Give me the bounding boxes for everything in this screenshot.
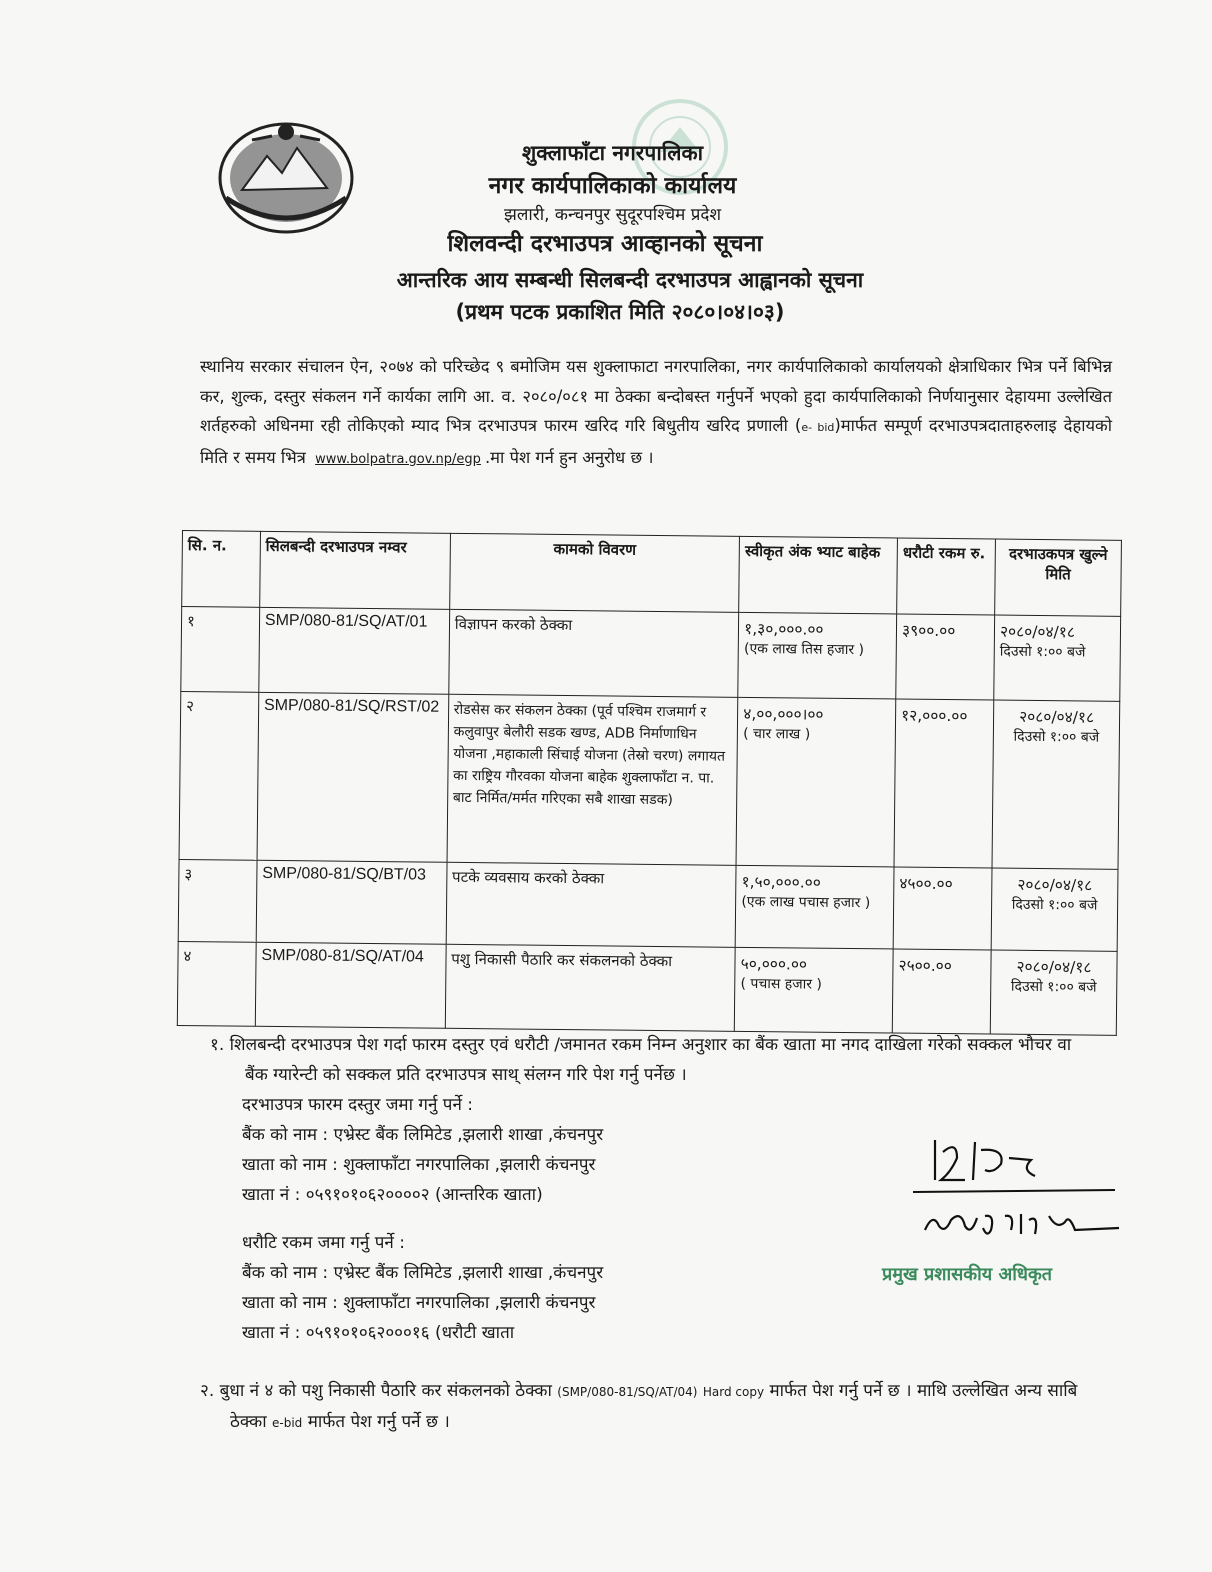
office-address: झलारी, कन्चनपुर सुदूरपश्चिम प्रदेश [503,205,722,225]
cell-deposit: १२,०००.०० [894,699,994,868]
cell-deposit: ४५००.०० [893,867,992,950]
open-date: २०८०/०४/१८ [999,622,1076,641]
amount-value: १,३०,०००.०० [744,619,824,639]
form-fee-account-no: खाता नं : ०५९१०१०६२००००२ (आन्तरिक खाता) [242,1185,543,1205]
table-row [178,860,1118,952]
cell-sn: ३ [178,860,257,943]
note-2 [200,1376,1080,1438]
cell-deposit: ३९००.०० [896,613,995,700]
form-fee-account-name: खाता को नाम : शुक्लाफाँटा नगरपालिका ,झलारी कंचनपुर [242,1155,596,1175]
deposit-bank: बैंक को नाम : एभ्रेस्ट बैंक लिमिटेड ,झलारी शाखा ,कंचनपुर [242,1263,604,1283]
cell-sn: ४ [177,942,256,1027]
open-date: २०८०/०४/१८ [1019,708,1095,728]
amount-value: १,५०,०००.०० [741,873,821,892]
open-time: दिउसो १:०० बजे [999,643,1086,660]
office-name: नगर कार्यपालिकाको कार्यालय [488,173,737,200]
tender-table [177,530,1122,1036]
note-2-hardcopy: Hard copy [702,1385,765,1399]
cell-code: SMP/080-81/SQ/RST/02 [257,693,449,863]
deposit-account-no: खाता नं : ०५९१०१०६२०००१६ (धरौटी खाता [242,1323,515,1343]
cell-deposit: २५००.०० [892,949,991,1034]
cell-sn: १ [181,606,260,693]
note-1-label: १. [210,1035,225,1055]
municipality-name: शुक्लाफाँटा नगरपालिका [521,141,704,165]
cell-date [991,868,1118,951]
notice-title: शिलवन्दी दरभाउपत्र आव्हानको सूचना [447,231,763,258]
col-header-code: सिलबन्दी दरभाउपत्र नम्वर [260,531,451,608]
amount-words: (एक लाख पचास हजार ) [741,894,871,912]
note-2-ebid: e-bid [272,1416,303,1430]
cell-amount [738,612,897,700]
col-header-amount: स्वीकृत अंक भ्याट बाहेक [739,536,898,613]
open-date: २०८०/०४/१८ [1017,876,1093,895]
intro-paragraph [200,352,1112,474]
cell-code: SMP/080-81/SQ/AT/01 [259,607,450,695]
cell-code: SMP/080-81/SQ/BT/03 [256,861,447,945]
amount-words: ( चार लाख ) [743,726,811,744]
amount-words: ( पचास हजार ) [740,975,822,993]
cell-desc: रोडसेस कर संकलन ठेक्का (पूर्व पश्चिम राजमार्ग र कलुवापुर बेलौरी सडक खण्ड, ADB निर्माणाधिन योजना ,महाकाली सिंचाई योजना (तेस्रो चरण) लगायत का राष्ट्रिय गौरवका योजना बाहेक शुक्लाफाँटा न. पा. बाट निर्मित/मर्मत गरिएका सबै शाखा सडक) [447,695,738,866]
cell-desc: पशु निकासी पैठारि कर संकलनको ठेक्का [445,944,735,1031]
cell-amount [735,866,894,949]
form-fee-bank: बैंक को नाम : एभ्रेस्ट बैंक लिमिटेड ,झलारी शाखा ,कंचनपुर [242,1125,604,1145]
note-2-text-3: मार्फत पेश गर्नु पर्ने छ । [307,1412,450,1432]
officer-designation: प्रमुख प्रशासकीय अधिकृत [882,1264,1053,1285]
cell-code: SMP/080-81/SQ/AT/04 [255,942,446,1028]
intro-text-3: .मा पेश गर्न हुन अनुरोध छ । [484,447,654,467]
open-time: दिउसो १:०० बजे [1010,978,1097,996]
col-header-desc: कामको विवरण [449,533,739,612]
intro-text-1: स्थानिय सरकार संचालन ऐन, २०७४ को परिच्छेद ९ बमोजिम यस शुक्लाफाटा नगरपालिका, नगर कार्यपालिकाको कार्यालयको क्षेत्राधिकार भित्र पर्ने बिभिन्न कर, शुल्क, दस्तुर संकलन गर्ने कार्यका लागि आ. व. २०८०/०८१ मा ठेक्का बन्दोबस्त गर्नुपर्ने भएको हुदा कार्यपालिकाको निर्णयानुसार देहायमा उल्लेखित शर्तहरुको अधिनमा रही तोकिएको म्याद भित्र दरभाउपत्र फारम खरिद गरि बिधुतीय खरिद प्रणाली ( [200,357,1112,435]
cell-date [990,950,1117,1035]
cell-date [992,700,1120,869]
open-time: दिउसो १:०० बजे [1011,896,1098,914]
intro-ebid: e- bid [801,421,835,434]
deposit-account-name: खाता को नाम : शुक्लाफाँटा नगरपालिका ,झलारी कंचनपुर [242,1293,596,1313]
amount-value: ४,००,०००।०० [743,705,824,725]
open-date: २०८०/०४/१८ [1016,957,1092,977]
intro-text-2: )मार्फत सम्पूर्ण दरभाउपत्रदाताहरुलाइ देहायको मिति र समय भित्र [200,416,1112,467]
note-1 [200,1030,1080,1090]
note-2-text-1: बुधा नं ४ को पशु निकासी पैठारि कर संकलनको ठेक्का [219,1381,552,1401]
notice-subtitle: आन्तरिक आय सम्बन्धी सिलबन्दी दरभाउपत्र आह्वानको सूचना [396,268,864,292]
cell-desc: पटके व्यवसाय करको ठेक्का [446,863,736,948]
table-header-row [182,531,1122,616]
note-2-label: २. [200,1381,215,1401]
publication-date: (प्रथम पटक प्रकाशित मिति २०८०।०४।०३) [455,300,785,325]
handwritten-signature [905,1130,1125,1250]
cell-date [994,615,1121,702]
deposit-heading: धरौटि रकम जमा गर्नु पर्ने : [242,1233,405,1253]
note-1-text: शिलबन्दी दरभाउपत्र पेश गर्दा फारम दस्तुर एवं धरौटी /जमानत रकम निम्न अनुशार का बैंक खाता मा नगद दाखिला गरेको सक्कल भौचर वा बैंक ग्यारेन्टी को सक्कल प्रति दरभाउपत्र साथ् संलग्न गरि पेश गर्नु पर्नेछ । [229,1035,1072,1085]
bolpatra-link[interactable]: www.bolpatra.gov.np/egp [315,451,481,467]
open-time: दिउसो १:०० बजे [1013,729,1100,747]
col-header-opening-date: दरभाउकपत्र खुल्ने मिति [995,539,1122,616]
table-row [177,942,1117,1036]
cell-desc: विज्ञापन करको ठेक्का [449,609,739,698]
amount-words: (एक लाख तिस हजार ) [743,640,865,658]
note-2-code: (SMP/080-81/SQ/AT/04) [557,1385,698,1399]
amount-value: ५०,०००.०० [740,954,808,974]
cell-amount [735,947,894,1033]
table-row [181,606,1121,702]
form-fee-heading: दरभाउपत्र फारम दस्तुर जमा गर्नु पर्ने : [242,1095,474,1115]
table-row [179,692,1120,870]
col-header-sn: सि. न. [182,531,261,607]
note-2-text-2: मार्फत पेश गर्नु पर्ने छ । माथि उल्लेखित अन्य साबि ठेक्का [230,1381,1078,1432]
cell-sn: २ [179,692,259,861]
col-header-deposit: धरौटी रकम रु. [897,538,996,615]
letterhead [300,140,960,326]
cell-amount [736,698,896,867]
